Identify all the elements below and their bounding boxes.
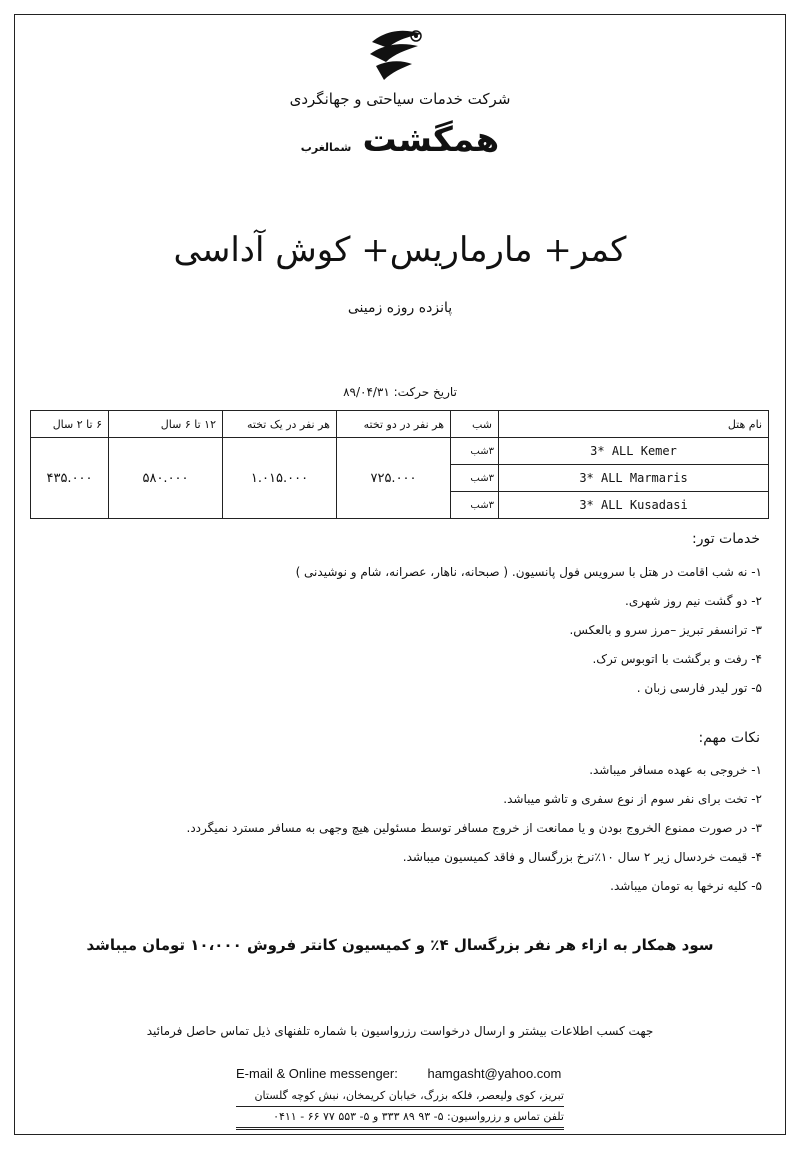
list-item: ۱- نه شب اقامت در هتل با سرویس فول پانسیون. ( صبحانه، ناهار، عصرانه، شام و نوشیدنی ) (295, 565, 762, 579)
address-line: تبریز، کوی ولیعصر، فلکه بزرگ، خیابان کریمخان، نبش کوچه گلستان (236, 1086, 564, 1107)
list-item: ۴- قیمت خردسال زیر ۲ سال ۱۰٪نرخ بزرگسال و فاقد کمیسیون میباشد. (402, 850, 762, 864)
services-list (296, 558, 762, 703)
hotel-nights: ۳شب (451, 438, 499, 465)
brand (0, 120, 800, 160)
brand-region: شمالغرب (300, 141, 352, 154)
header-single: هر نفر در یک تخته (223, 411, 337, 438)
company-line: شرکت خدمات سیاحتی و جهانگردی (289, 90, 511, 108)
commission-line: سود همکار به ازاء هر نفر بزرگسال ۴٪ و کمیسیون کانتر فروش ۱۰،۰۰۰ تومان میباشد (86, 936, 714, 954)
email-link[interactable]: hamgasht@yahoo.com (427, 1066, 562, 1081)
list-item: ۱- خروجی به عهده مسافر میباشد. (589, 763, 762, 777)
list-item: ۵- تور لیدر فارسی زبان . (636, 681, 762, 695)
tour-title: کمر+ مارماریس+ کوش آداسی (173, 230, 627, 270)
brand-name: همگشت (362, 120, 500, 160)
header-nights: شب (451, 411, 499, 438)
list-item: ۳- ترانسفر تبریز –مرز سرو و بالعکس. (569, 623, 762, 637)
price-child-6-12: ۵۸۰.۰۰۰ (109, 438, 223, 519)
services-heading: خدمات تور: (691, 531, 760, 547)
list-item: ۳- در صورت ممنوع الخروج بودن و یا ممانعت از خروج مسافر توسط مسئولین هیچ وجهی به مسافر مسترد نمیگردد. (186, 821, 762, 835)
phone-line: تلفن تماس و رزرواسیون: ۵- ۹۳ ۸۹ ۳۳۳ و ۵- ۵۵۳ ۷۷ ۶۶ - ۰۴۱۱ (236, 1107, 564, 1130)
bird-logo-icon (366, 24, 430, 84)
email-label: E-mail & Online messenger: (236, 1066, 398, 1081)
departure-date: تاریخ حرکت: ۸۹/۰۴/۳۱ (343, 385, 457, 399)
hotel-name: 3* ALL Marmaris (499, 465, 769, 492)
contact-note: جهت کسب اطلاعات بیشتر و ارسال درخواست رزرواسیون با شماره تلفنهای ذیل تماس حاصل فرمائید (146, 1024, 654, 1038)
header-hotel: نام هتل (499, 411, 769, 438)
table-header-row (31, 411, 769, 438)
list-item: ۲- دو گشت نیم روز شهری. (625, 594, 762, 608)
list-item: ۲- تخت برای نفر سوم از نوع سفری و تاشو میباشد. (503, 792, 762, 806)
tour-subtitle: پانزده روزه زمینی (347, 300, 453, 316)
hotel-nights: ۳شب (451, 465, 499, 492)
price-child-2-6: ۴۳۵.۰۰۰ (31, 438, 109, 519)
hotel-name: 3* ALL Kemer (499, 438, 769, 465)
notes-heading: نکات مهم: (698, 730, 760, 746)
table-row (31, 438, 769, 465)
header-child-6-12: ۱۲ تا ۶ سال (109, 411, 223, 438)
list-item: ۴- رفت و برگشت با اتوبوس ترک. (592, 652, 762, 666)
price-double: ۷۲۵.۰۰۰ (337, 438, 451, 519)
list-item: ۵- کلیه نرخها به تومان میباشد. (610, 879, 762, 893)
header-child-2-6: ۶ تا ۲ سال (31, 411, 109, 438)
notes-list (187, 756, 762, 901)
header-double: هر نفر در دو تخته (337, 411, 451, 438)
hotel-nights: ۳شب (451, 492, 499, 519)
address-box (236, 1086, 564, 1130)
hotel-name: 3* ALL Kusadasi (499, 492, 769, 519)
price-table (30, 410, 769, 519)
price-single: ۱.۰۱۵.۰۰۰ (223, 438, 337, 519)
email-row (236, 1066, 561, 1081)
